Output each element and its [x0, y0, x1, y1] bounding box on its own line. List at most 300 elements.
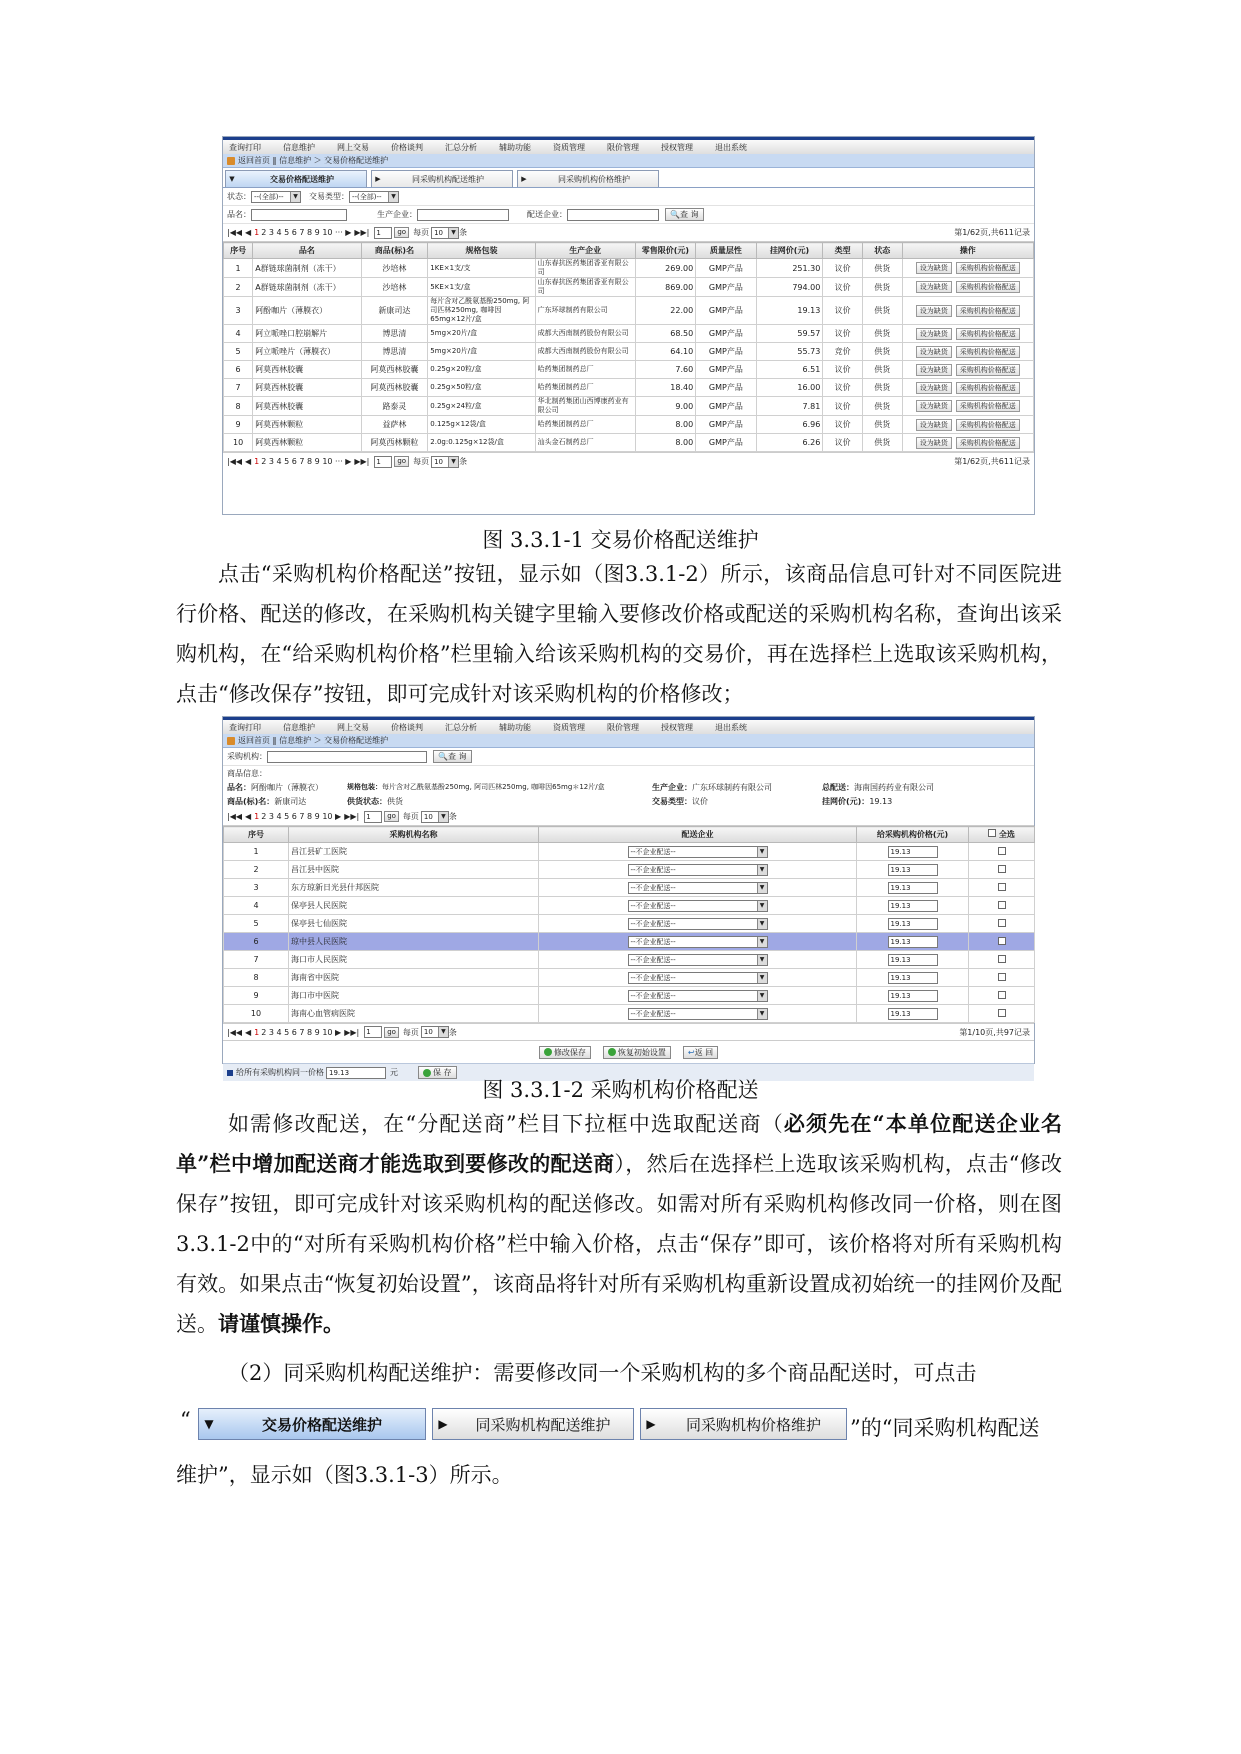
last-page-icon[interactable]: ▶▶|	[344, 812, 360, 821]
table-cell: GMP产品	[696, 259, 756, 278]
table-cell: 沙培林	[361, 259, 428, 278]
table-cell: 阿立哌唑片（薄膜衣）	[253, 343, 361, 361]
breadcrumb	[223, 734, 1034, 748]
distributor-select[interactable]	[628, 846, 768, 858]
open-quote: “	[180, 1408, 191, 1432]
page-summary: 第1/62页,共611记录	[954, 228, 1030, 237]
set-out-of-stock-button[interactable]: 设为缺货	[916, 328, 952, 340]
table-cell: 1KE×1支/支	[428, 259, 535, 278]
perpage-value: 10	[434, 228, 444, 237]
table-cell: 议价	[823, 397, 863, 416]
distributor-input[interactable]	[567, 209, 659, 221]
table-row	[224, 969, 1035, 987]
table-cell: 3	[224, 297, 253, 325]
table-cell: 5mg×20片/盒	[428, 343, 535, 361]
institution-price-distribution-button[interactable]: 采购机构价格配送	[956, 437, 1020, 449]
table-row	[224, 879, 1035, 897]
tab-price-distribution[interactable]: ▼ 交易价格配送维护	[225, 170, 367, 187]
first-page-icon[interactable]: |◀◀	[227, 812, 242, 821]
table-cell: 沙培林	[361, 278, 428, 297]
institution-price-distribution-button[interactable]: 采购机构价格配送	[956, 305, 1020, 317]
institution-price-distribution-button[interactable]: 采购机构价格配送	[956, 262, 1020, 274]
supply-label: 供货状态：	[347, 796, 387, 806]
paragraph-1: 点击“采购机构价格配送”按钮，显示如（图3.3.1-2）所示，该商品信息可针对不同医院进行价格、配送的修改，在采购机构关键字里输入要修改价格或配送的采购机构名称，查询出该采购机构，在“给采购机构价格”栏里输入给该采购机构的交易价，再在选择栏上选取该采购机构，点击“修改保存”按钮，即可完成针对该采购机构的价格修改；	[176, 562, 1062, 706]
row-checkbox[interactable]	[998, 991, 1006, 999]
distributor-select-value: --不企业配送--	[630, 1009, 676, 1018]
price-cell	[857, 843, 969, 861]
institution-price-input[interactable]: 19.13	[888, 846, 938, 858]
row-checkbox[interactable]	[998, 1009, 1006, 1017]
table-cell: 议价	[823, 278, 863, 297]
table-cell: A群链球菌制剂（冻干）	[253, 278, 361, 297]
nav-item[interactable]: 辅助功能	[499, 142, 531, 152]
tab-strip	[223, 168, 1034, 188]
table-row	[224, 361, 1034, 379]
row-checkbox[interactable]	[998, 937, 1006, 945]
chevron-right-icon: ▶	[375, 175, 381, 183]
row-checkbox[interactable]	[998, 847, 1006, 855]
paragraph-2-text-1: 如需修改配送，在“分配送商”栏目下拉框中选取配送商（	[228, 1112, 784, 1136]
nav-item[interactable]: 资质管理	[553, 722, 585, 732]
last-page-icon[interactable]: ▶▶|	[354, 457, 370, 466]
operation-cell	[902, 325, 1033, 343]
type-select-value: --(全部)--	[352, 192, 382, 201]
page-links[interactable]: 2 3 4 5 6 7 8 9 10 ··· ▶	[261, 228, 352, 237]
table-row	[224, 843, 1035, 861]
name-label: 品名：	[227, 782, 251, 792]
table-cell: 59.57	[756, 325, 823, 343]
page-input[interactable]: 1	[364, 1026, 382, 1038]
distributor-select-value: --不企业配送--	[630, 973, 676, 982]
price-value: 19.13	[869, 796, 893, 806]
price-cell	[857, 969, 969, 987]
set-out-of-stock-button[interactable]: 设为缺货	[916, 262, 952, 274]
distributor-select[interactable]	[628, 918, 768, 930]
price-cell	[857, 1005, 969, 1023]
filter-row-2	[223, 206, 1034, 224]
institution-price-distribution-button[interactable]: 采购机构价格配送	[956, 328, 1020, 340]
distributor-cell	[539, 915, 857, 933]
uniform-price-input[interactable]: 19.13	[326, 1067, 386, 1079]
table-cell: 7	[224, 379, 253, 397]
spec-value: 每片含对乙酰氨基酚250mg, 阿司匹林250mg, 咖啡因65mg＊12片/盒	[382, 783, 605, 791]
set-out-of-stock-button[interactable]: 设为缺货	[916, 364, 952, 376]
table-cell: 阿酚咖片（薄膜衣）	[253, 297, 361, 325]
table-cell: 成都大西南制药股份有限公司	[535, 325, 635, 343]
type-label: 交易类型：	[309, 192, 349, 201]
prev-page-icon[interactable]: ◀	[245, 457, 252, 466]
search-icon: 🔍	[670, 210, 680, 219]
institution-price-distribution-button[interactable]: 采购机构价格配送	[956, 281, 1020, 293]
institution-price-input[interactable]: 19.13	[888, 918, 938, 930]
perpage-unit: 条	[448, 1027, 457, 1037]
table-cell: 8	[224, 397, 253, 416]
set-out-of-stock-button[interactable]: 设为缺货	[916, 419, 952, 431]
table-row	[224, 325, 1034, 343]
nav-item[interactable]: 授权管理	[661, 142, 693, 152]
row-number: 2	[224, 861, 289, 879]
distributor-select[interactable]	[628, 882, 768, 894]
reset-label: 恢复初始设置	[617, 1047, 666, 1057]
table-cell: 阿莫西林颗粒	[253, 416, 361, 434]
institution-name: 海口市中医院	[289, 987, 539, 1005]
select-cell	[969, 933, 1035, 951]
distributor-label: 总配送：	[822, 782, 854, 792]
goods-info-row-2	[223, 794, 1034, 808]
distributor-select[interactable]	[628, 972, 768, 984]
table-cell: 0.125g×12袋/盒	[428, 416, 535, 434]
table-cell: GMP产品	[696, 434, 756, 452]
prev-page-icon[interactable]: ◀	[245, 228, 252, 237]
institution-price-input[interactable]: 19.13	[888, 864, 938, 876]
table-row	[224, 951, 1035, 969]
distributor-select[interactable]	[628, 954, 768, 966]
select-cell	[969, 897, 1035, 915]
institution-name: 琼中县人民医院	[289, 933, 539, 951]
distributor-value: 海南国药药业有限公司	[854, 782, 934, 792]
institution-name: 东方琼新日光县什邦医院	[289, 879, 539, 897]
select-cell	[969, 915, 1035, 933]
table-cell: 广东环球制药有限公司	[535, 297, 635, 325]
current-page[interactable]: 1	[254, 812, 260, 821]
select-all-checkbox[interactable]	[988, 829, 996, 837]
go-button[interactable]: go	[394, 456, 409, 467]
distributor-select-value: --不企业配送--	[630, 937, 676, 946]
table-cell: GMP产品	[696, 379, 756, 397]
table-cell: 议价	[823, 361, 863, 379]
figure-1-caption: 图 3.3.1-1 交易价格配送维护	[482, 528, 759, 552]
table-cell: 哈药集团制药总厂	[535, 416, 635, 434]
table-cell: 68.50	[635, 325, 695, 343]
back-button[interactable]	[683, 1046, 718, 1059]
tab-same-institution-distribution[interactable]: ▶ 同采购机构配送维护	[371, 170, 513, 187]
table-cell: 供货	[862, 297, 902, 325]
go-button[interactable]: go	[384, 811, 399, 822]
nav-item[interactable]: 退出系统	[715, 722, 747, 732]
nav-item[interactable]: 汇总分析	[445, 142, 477, 152]
inline-tab-price-distribution	[198, 1408, 426, 1440]
page-input[interactable]: 1	[374, 227, 392, 239]
table-cell: 19.13	[756, 297, 823, 325]
table-cell: 阿立哌唑口腔崩解片	[253, 325, 361, 343]
table-cell: 供货	[862, 325, 902, 343]
select-cell	[969, 969, 1035, 987]
table-cell: GMP产品	[696, 361, 756, 379]
figure-2-caption: 图 3.3.1-2 采购机构价格配送	[482, 1078, 759, 1102]
operation-cell	[902, 397, 1033, 416]
table-cell: 哈药集团制药总厂	[535, 379, 635, 397]
institution-price-distribution-button[interactable]: 采购机构价格配送	[956, 346, 1020, 358]
table-cell: 成都大西南制药股份有限公司	[535, 343, 635, 361]
home-icon[interactable]	[227, 737, 235, 745]
uniform-save-label: 保 存	[433, 1068, 452, 1077]
first-page-icon[interactable]: |◀◀	[227, 1027, 242, 1037]
table-cell: 5	[224, 343, 253, 361]
table-cell: 路泰灵	[361, 397, 428, 416]
column-header[interactable]: 品名	[253, 243, 361, 259]
table-cell: 2	[224, 278, 253, 297]
institution-price-input[interactable]: 19.13	[888, 900, 938, 912]
set-out-of-stock-button[interactable]: 设为缺货	[916, 281, 952, 293]
producer-label: 生产企业：	[377, 210, 417, 219]
type-select[interactable]	[349, 191, 399, 203]
table-cell: 议价	[823, 434, 863, 452]
prev-page-icon[interactable]: ◀	[245, 812, 252, 821]
distributor-select-value: --不企业配送--	[630, 919, 676, 928]
column-header: 挂网价(元)	[756, 243, 823, 259]
breadcrumb-text[interactable]: 返回首页 ‖ 信息维护 ＞ 交易价格配送维护	[238, 156, 389, 165]
perpage-select[interactable]	[431, 456, 459, 468]
last-page-icon[interactable]: ▶▶|	[354, 228, 370, 237]
row-number: 6	[224, 933, 289, 951]
action-buttons	[223, 1041, 1034, 1063]
status-select[interactable]	[251, 191, 301, 203]
nav-item[interactable]: 查询打印	[229, 142, 261, 152]
table-cell: GMP产品	[696, 397, 756, 416]
chevron-down-icon: ▼	[388, 192, 398, 202]
chevron-down-icon: ▼	[757, 955, 767, 965]
table-cell: 阿莫西林胶囊	[253, 379, 361, 397]
check-icon	[544, 1048, 552, 1056]
pager-bottom	[223, 1023, 1034, 1041]
column-header: 状态	[862, 243, 902, 259]
first-page-icon[interactable]: |◀◀	[227, 228, 242, 237]
query-button[interactable]	[665, 208, 704, 221]
pager-top	[223, 224, 1034, 242]
set-out-of-stock-button[interactable]: 设为缺货	[916, 305, 952, 317]
chevron-down-icon: ▼	[757, 1009, 767, 1019]
query-button-label: 查 询	[679, 210, 699, 219]
institution-price-distribution-button[interactable]: 采购机构价格配送	[956, 419, 1020, 431]
set-out-of-stock-button[interactable]: 设为缺货	[916, 346, 952, 358]
perpage-unit: 条	[459, 457, 468, 466]
distributor-select[interactable]	[628, 900, 768, 912]
distributor-cell	[539, 987, 857, 1005]
table-row	[224, 397, 1034, 416]
perpage-select[interactable]	[431, 227, 459, 239]
check-icon	[608, 1048, 616, 1056]
page-links[interactable]: 2 3 4 5 6 7 8 9 10 ▶	[261, 1027, 342, 1037]
distributor-select[interactable]	[628, 936, 768, 948]
table-header	[224, 243, 1034, 259]
institution-price-input[interactable]: 19.13	[888, 972, 938, 984]
set-out-of-stock-button[interactable]: 设为缺货	[916, 382, 952, 394]
institution-price-input[interactable]: 19.13	[888, 936, 938, 948]
row-number: 8	[224, 969, 289, 987]
institution-price-input[interactable]: 19.13	[888, 882, 938, 894]
prev-page-icon[interactable]: ◀	[245, 1027, 252, 1037]
last-page-icon[interactable]: ▶▶|	[344, 1027, 360, 1037]
go-button[interactable]: go	[384, 1027, 399, 1038]
top-nav	[223, 717, 1034, 734]
nav-item[interactable]: 辅助功能	[499, 722, 531, 732]
perpage-unit: 条	[448, 812, 457, 821]
tab-same-institution-price[interactable]: ▶ 同采购机构价格维护	[517, 170, 659, 187]
perpage-label: 每页	[402, 1027, 419, 1037]
row-number: 10	[224, 1005, 289, 1023]
institution-name: 海口市人民医院	[289, 951, 539, 969]
query-button[interactable]	[433, 750, 472, 763]
table-cell: 供货	[862, 416, 902, 434]
chevron-down-icon: ▼	[757, 847, 767, 857]
operation-cell	[902, 434, 1033, 452]
price-cell	[857, 915, 969, 933]
institution-price-input[interactable]: 19.13	[888, 1008, 938, 1020]
set-out-of-stock-button[interactable]: 设为缺货	[916, 400, 952, 412]
table-cell: 10	[224, 434, 253, 452]
table-row	[224, 915, 1035, 933]
table-cell: 7.81	[756, 397, 823, 416]
institution-name: 昌江县矿工医院	[289, 843, 539, 861]
first-page-icon[interactable]: |◀◀	[227, 457, 242, 466]
breadcrumb-text[interactable]: 返回首页 ‖ 信息维护 ＞ 交易价格配送维护	[238, 736, 389, 745]
nav-item[interactable]: 授权管理	[661, 722, 693, 732]
column-header: 商品(标)名	[361, 243, 428, 259]
nav-item[interactable]: 汇总分析	[445, 722, 477, 732]
row-checkbox[interactable]	[998, 919, 1006, 927]
page-input[interactable]: 1	[374, 456, 392, 468]
figure-1-screenshot	[222, 136, 1035, 515]
institution-name: 保亭县人民医院	[289, 897, 539, 915]
table-cell: 16.00	[756, 379, 823, 397]
row-number: 4	[224, 897, 289, 915]
column-header: 质量层性	[696, 243, 756, 259]
row-checkbox[interactable]	[998, 973, 1006, 981]
table-cell: GMP产品	[696, 416, 756, 434]
table-cell: GMP产品	[696, 325, 756, 343]
row-checkbox[interactable]	[998, 901, 1006, 909]
table-cell: 4	[224, 325, 253, 343]
table-cell: 供货	[862, 278, 902, 297]
nav-item[interactable]: 信息维护	[283, 142, 315, 152]
institution-price-distribution-button[interactable]: 采购机构价格配送	[956, 364, 1020, 376]
distributor-cell	[539, 843, 857, 861]
select-all-header[interactable]	[969, 827, 1035, 843]
table-cell: 山东春抗医药集团香亚有限公司	[535, 259, 635, 278]
nav-item[interactable]: 网上交易	[337, 142, 369, 152]
price-cell	[857, 987, 969, 1005]
table-cell: 阿莫西林胶囊	[361, 361, 428, 379]
table-cell: 阿莫西林胶囊	[253, 397, 361, 416]
perpage-select[interactable]	[421, 811, 449, 823]
name-input[interactable]	[251, 209, 347, 221]
page-input[interactable]: 1	[364, 811, 382, 823]
producer-input[interactable]	[417, 209, 509, 221]
uniform-price-unit: 元	[390, 1068, 398, 1077]
perpage-label: 每页	[402, 812, 419, 821]
reset-button[interactable]	[603, 1046, 671, 1059]
table-cell: 869.00	[635, 278, 695, 297]
perpage-label: 每页	[413, 228, 430, 237]
nav-item[interactable]: 价格谈判	[391, 722, 423, 732]
distributor-cell	[539, 1005, 857, 1023]
nav-item[interactable]: 限价管理	[607, 142, 639, 152]
institution-input[interactable]	[267, 751, 427, 763]
distributor-select[interactable]	[628, 990, 768, 1002]
row-checkbox[interactable]	[998, 883, 1006, 891]
page-links[interactable]: 2 3 4 5 6 7 8 9 10 ··· ▶	[261, 457, 352, 466]
row-number: 7	[224, 951, 289, 969]
distributor-select[interactable]	[628, 864, 768, 876]
page-links[interactable]: 2 3 4 5 6 7 8 9 10 ▶	[261, 812, 342, 821]
table-cell: 供货	[862, 259, 902, 278]
table-row	[224, 933, 1035, 951]
table-cell: 益萨林	[361, 416, 428, 434]
set-out-of-stock-button[interactable]: 设为缺货	[916, 437, 952, 449]
current-page[interactable]: 1	[254, 1027, 260, 1037]
institution-price-distribution-button[interactable]: 采购机构价格配送	[956, 400, 1020, 412]
supply-value: 供货	[387, 796, 403, 806]
search-icon: 🔍	[438, 752, 448, 761]
column-header: 零售限价(元)	[635, 243, 695, 259]
table-cell: 6.96	[756, 416, 823, 434]
nav-item[interactable]: 限价管理	[607, 722, 639, 732]
table-cell: 山东春抗医药集团香亚有限公司	[535, 278, 635, 297]
institution-search-row	[223, 748, 1034, 766]
inline-tab-same-institution-price	[640, 1408, 847, 1440]
distributor-cell	[539, 897, 857, 915]
distributor-cell	[539, 933, 857, 951]
table-cell: 2.0g:0.125g×12袋/盒	[428, 434, 535, 452]
back-icon: ↩	[687, 1047, 695, 1057]
institution-label: 采购机构：	[227, 752, 267, 761]
institution-price-distribution-button[interactable]: 采购机构价格配送	[956, 382, 1020, 394]
institution-price-input[interactable]: 19.13	[888, 990, 938, 1002]
table-cell: GMP产品	[696, 278, 756, 297]
distributor-label: 配送企业：	[527, 210, 567, 219]
nav-item[interactable]: 信息维护	[283, 722, 315, 732]
column-header: 配送企业	[539, 827, 857, 843]
table-cell: 9.00	[635, 397, 695, 416]
institution-name: 海南省中医院	[289, 969, 539, 987]
table-row	[224, 987, 1035, 1005]
figure-2-screenshot	[222, 716, 1035, 1077]
nav-item[interactable]: 退出系统	[715, 142, 747, 152]
chevron-right-icon: ▶	[646, 1417, 656, 1431]
perpage-select[interactable]	[421, 1026, 449, 1038]
chevron-down-icon: ▼	[757, 883, 767, 893]
nav-item[interactable]: 查询打印	[229, 722, 261, 732]
row-checkbox[interactable]	[998, 955, 1006, 963]
table-cell: 议价	[823, 325, 863, 343]
nav-item[interactable]: 资质管理	[553, 142, 585, 152]
table-cell: 哈药集团制药总厂	[535, 361, 635, 379]
paragraph-2	[176, 1104, 1062, 1344]
price-cell	[857, 897, 969, 915]
status-label: 状态：	[227, 192, 251, 201]
save-changes-button[interactable]	[539, 1046, 591, 1059]
operation-cell	[902, 297, 1033, 325]
table-cell: 阿莫西林胶囊	[361, 379, 428, 397]
table-cell: 供货	[862, 434, 902, 452]
institution-price-input[interactable]: 19.13	[888, 954, 938, 966]
home-icon[interactable]	[227, 157, 235, 165]
nav-item[interactable]: 价格谈判	[391, 142, 423, 152]
table-cell: 阿莫西林颗粒	[253, 434, 361, 452]
chevron-down-icon: ▼	[757, 991, 767, 1001]
row-checkbox[interactable]	[998, 865, 1006, 873]
table-row	[224, 278, 1034, 297]
table-cell: 269.00	[635, 259, 695, 278]
current-page[interactable]: 1	[254, 228, 260, 237]
operation-cell	[902, 416, 1033, 434]
go-button[interactable]: go	[394, 227, 409, 238]
nav-item[interactable]: 网上交易	[337, 722, 369, 732]
distributor-select[interactable]	[628, 1008, 768, 1020]
institution-name: 昌江县中医院	[289, 861, 539, 879]
current-page[interactable]: 1	[254, 457, 260, 466]
table-cell: A群链球菌制剂（冻干）	[253, 259, 361, 278]
